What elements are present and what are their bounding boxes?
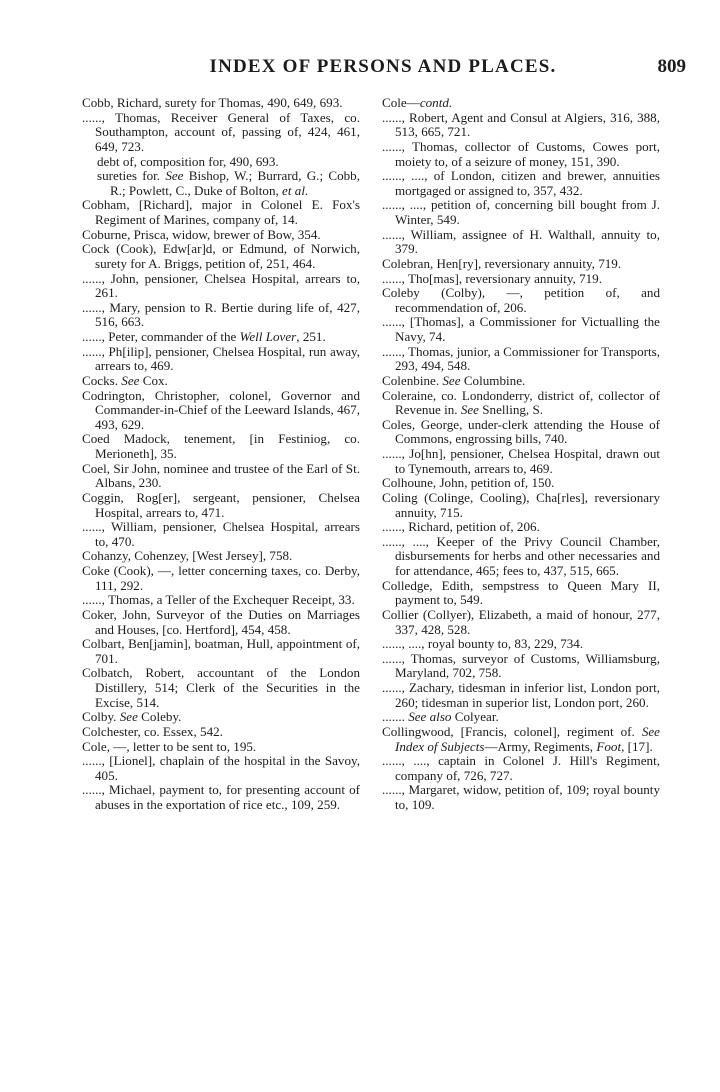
index-entry: ......, Richard, petition of, 206. <box>382 519 540 535</box>
page-title: INDEX OF PERSONS AND PLACES. <box>209 56 557 77</box>
index-entry: ......, John, pensioner, Chelsea Hospital, arrears to, 261. <box>82 270 360 301</box>
index-entry <box>82 710 360 725</box>
index-entry: Coburne, Prisca, widow, brewer of Bow, 354. <box>82 226 321 242</box>
index-entry <box>82 374 360 389</box>
entry-text: ......, Peter, commander of the <box>82 329 240 344</box>
index-entry: ......, ...., petition of, concerning bill bought from J. Winter, 549. <box>382 197 660 227</box>
italic-text: See <box>460 402 479 418</box>
italic-text: Well Lover <box>239 329 297 344</box>
index-entry: ......, ...., Keeper of the Privy Council Chamber, disbursements for herbs and other necessaries and for attendance, 465; fees to, 437, 515, 665. <box>382 533 660 578</box>
index-entry <box>382 374 660 389</box>
index-entry: Coed Madock, tenement, [in Festiniog, co. Merioneth], 35. <box>82 431 360 461</box>
italic-text: See <box>121 372 140 388</box>
index-entry: ......, Thomas, junior, a Commissioner for Transports, 293, 494, 548. <box>382 343 660 374</box>
index-entry: Cole, —, letter to be sent to, 195. <box>82 738 257 754</box>
index-entry: Colbatch, Robert, accountant of the London Distillery, 514; Clerk of the Securities in the Excise, 514. <box>82 665 360 710</box>
index-entry: Cohanzy, Cohenzey, [West Jersey], 758. <box>82 548 293 564</box>
index-column-left <box>82 96 360 813</box>
index-entry: ......, [Lionel], chaplain of the hospital in the Savoy, 405. <box>82 753 360 783</box>
entry-text: Colby. <box>82 709 120 725</box>
entry-text: , [17]. <box>621 738 653 754</box>
index-entry: Colledge, Edith, sempstress to Queen Mary II, payment to, 549. <box>382 577 660 608</box>
entry-text: Coleraine, co. Londonderry, district of, collector of Revenue in. <box>382 387 660 418</box>
entry-text: ....... <box>382 709 409 725</box>
entry-text: Coleby. <box>137 709 182 725</box>
entry-text: Snelling, S. <box>479 402 544 418</box>
index-entry: Cobham, [Richard], major in Colonel E. Fox's Regiment of Marines, company of, 14. <box>82 197 360 227</box>
index-entry: ......, [Thomas], a Commissioner for Victualling the Navy, 74. <box>382 314 660 344</box>
index-entry: ......, William, assignee of H. Walthall, annuity to, 379. <box>382 226 660 257</box>
index-entry: ......, Thomas, surveyor of Customs, Williamsburg, Maryland, 702, 758. <box>382 650 660 681</box>
italic-text: See Index of Subjects <box>395 723 660 754</box>
entry-text: sureties for. <box>97 168 166 184</box>
index-entry: ......, ...., of London, citizen and brewer, annuities mortgaged or assigned to, 357, 432. <box>382 168 660 198</box>
italic-text: See <box>119 709 138 725</box>
index-entry: Coke (Cook), —, letter concerning taxes, co. Derby, 111, 292. <box>82 563 360 593</box>
italic-text: See also <box>408 709 452 725</box>
page-number: 809 <box>657 56 686 77</box>
italic-text: See <box>165 168 184 184</box>
index-entry: ......, Thomas, a Teller of the Exchequer Receipt, 33. <box>82 592 355 608</box>
index-entry: Collier (Collyer), Elizabeth, a maid of honour, 277, 337, 428, 528. <box>382 606 660 637</box>
entry-text: Columbine. <box>460 372 526 388</box>
index-subentry <box>82 169 360 198</box>
index-entry: ......, Michael, payment to, for presenting account of abuses in the exportation of rice etc., 109, 259. <box>82 782 360 812</box>
index-entry: ......, Ph[ilip], pensioner, Chelsea Hospital, run away, arrears to, 469. <box>82 343 360 374</box>
index-entry: ......, Margaret, widow, petition of, 109; royal bounty to, 109. <box>382 782 660 812</box>
index-entry: ......, Thomas, collector of Customs, Cowes port, moiety to, of a seizure of money, 151, 390. <box>382 138 660 169</box>
entry-text: —Army, Regiments, <box>484 738 597 754</box>
index-entry <box>382 389 660 418</box>
index-entry: Coggin, Rog[er], sergeant, pensioner, Chelsea Hospital, arrears to, 471. <box>82 489 360 520</box>
index-entry: Colhoune, John, petition of, 150. <box>382 475 555 491</box>
page-header <box>80 52 686 82</box>
entry-text: Colyear. <box>451 709 499 725</box>
index-subentry: debt of, composition for, 490, 693. <box>97 153 279 169</box>
entry-text: Colenbine. <box>382 372 443 388</box>
index-entry: ......, William, pensioner, Chelsea Hospital, arrears to, 470. <box>82 519 360 549</box>
entry-text: Cole— <box>382 95 420 110</box>
index-entry: Codrington, Christopher, colonel, Governor and Commander-in-Chief of the Leeward Islands, 467, 493, 629. <box>82 387 360 432</box>
index-entry <box>382 96 660 111</box>
index-entry: Coel, Sir John, nominee and trustee of the Earl of St. Albans, 230. <box>82 460 360 491</box>
index-entry: Coles, George, under-clerk attending the House of Commons, engrossing bills, 740. <box>382 416 660 447</box>
index-entry: ......, Thomas, Receiver General of Taxes, co. Southampton, account of, passing of, 424, 461, 649, 723. <box>82 109 360 154</box>
index-entry: Coleby (Colby), —, petition of, and recommendation of, 206. <box>382 285 660 315</box>
index-entry <box>382 710 660 725</box>
italic-text: contd. <box>419 95 453 110</box>
index-entry: ......, Mary, pension to R. Bertie during life of, 427, 516, 663. <box>82 299 360 330</box>
index-column-right <box>382 96 660 813</box>
index-entry: ......, Zachary, tidesman in inferior list, London port, 260; tidesman in superior list, London port, 260. <box>382 680 660 710</box>
italic-text: See <box>442 372 461 388</box>
entry-text: Collingwood, [Francis, colonel], regiment of. <box>382 723 642 739</box>
italic-text: Foot <box>596 738 622 754</box>
index-entry: ......, Jo[hn], pensioner, Chelsea Hospital, drawn out to Tynemouth, arrears to, 469. <box>382 446 660 476</box>
entry-text: Bishop, W.; Burrard, G.; Cobb, R.; Powlett, C., Duke of Bolton, <box>110 168 360 198</box>
entry-text: Cox. <box>139 372 168 388</box>
index-entry <box>82 330 360 345</box>
index-entry: Colebran, Hen[ry], reversionary annuity, 719. <box>382 255 622 271</box>
index-entry: Colchester, co. Essex, 542. <box>82 723 223 739</box>
index-entry: ......, Tho[mas], reversionary annuity, 719. <box>382 270 602 286</box>
index-entry: ......, ...., royal bounty to, 83, 229, 734. <box>382 636 584 652</box>
italic-text: et al. <box>282 182 309 198</box>
index-entry <box>382 725 660 754</box>
entry-text: Cocks. <box>82 372 122 388</box>
index-entry: Coker, John, Surveyor of the Duties on Marriages and Houses, [co. Hertford], 454, 458. <box>82 606 360 637</box>
index-entry: Coling (Colinge, Cooling), Cha[rles], reversionary annuity, 715. <box>382 489 660 520</box>
index-entry: Cobb, Richard, surety for Thomas, 490, 649, 693. <box>82 95 343 110</box>
index-entry: Cock (Cook), Edw[ar]d, or Edmund, of Norwich, surety for A. Briggs, petition of, 251, 464. <box>82 241 360 271</box>
index-entry: ......, ...., captain in Colonel J. Hill's Regiment, company of, 726, 727. <box>382 753 660 783</box>
index-entry: ......, Robert, Agent and Consul at Algiers, 316, 388, 513, 665, 721. <box>382 109 660 140</box>
entry-text: , 251. <box>296 329 326 344</box>
index-entry: Colbart, Ben[jamin], boatman, Hull, appointment of, 701. <box>82 636 360 666</box>
